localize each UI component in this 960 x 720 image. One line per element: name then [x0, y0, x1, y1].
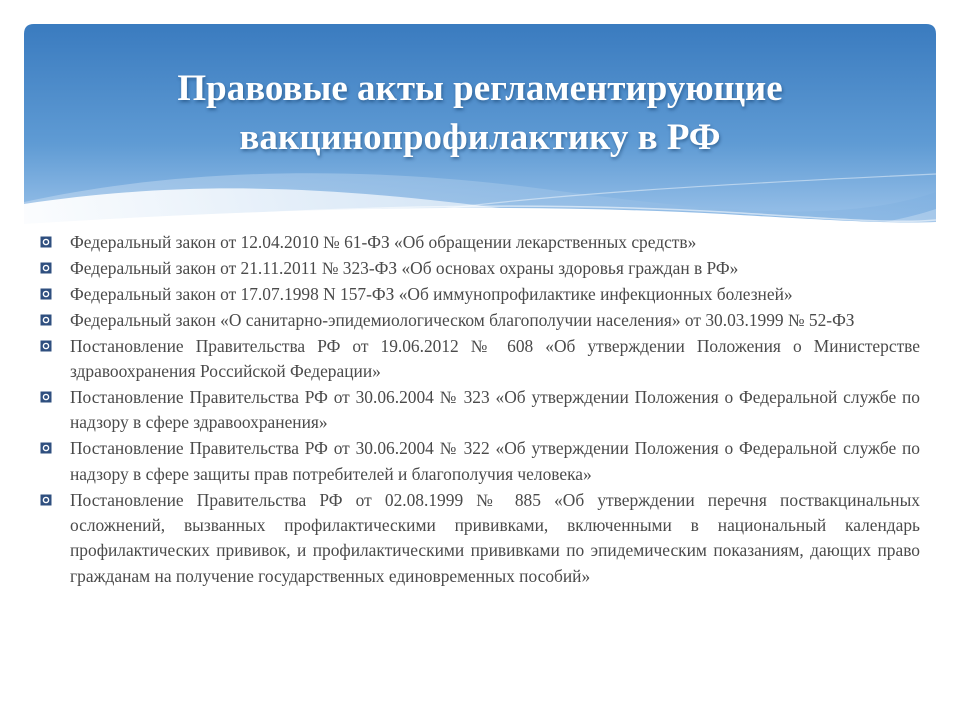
list-item-text: Федеральный закон от 12.04.2010 № 61-ФЗ «Об обращении лекарственных средств» [70, 232, 697, 252]
list-item [40, 256, 920, 281]
slide-title-line-1: Правовые акты регламентирующие [177, 68, 783, 109]
square-target-bullet-icon [40, 236, 52, 248]
legal-acts-list [40, 230, 920, 590]
list-item [40, 436, 920, 487]
list-item-text: Федеральный закон «О санитарно-эпидемиологическом благополучии населения» от 30.03.1999 № 52-ФЗ [70, 309, 855, 330]
square-target-bullet-icon [40, 314, 52, 326]
list-item [40, 230, 920, 255]
list-item-text: Постановление Правительства РФ от 19.06.2012 № 608 «Об утверждении Положения о Министерстве здравоохранения Российской Федерации» [70, 335, 920, 382]
square-target-bullet-icon [40, 262, 52, 274]
square-target-bullet-icon [40, 494, 52, 506]
slide-title [24, 64, 936, 162]
list-item [40, 308, 920, 333]
list-item [40, 282, 920, 307]
list-item-text: Постановление Правительства РФ от 02.08.1999 № 885 «Об утверждении перечня поствакцинальных осложнений, вызванных профилактическими прививками, включенными в национальный календарь профилактических прививок, и профилактическими прививками по эпидемическим показаниям, дающих право гражданам на получение государственных единовременных пособий» [70, 489, 920, 586]
list-item-text: Постановление Правительства РФ от 30.06.2004 № 323 «Об утверждении Положения о Федеральной службе по надзору в сфере здравоохранения» [70, 386, 920, 433]
list-item [40, 334, 920, 385]
list-item [40, 385, 920, 436]
square-target-bullet-icon [40, 340, 52, 352]
square-target-bullet-icon [40, 288, 52, 300]
slide-title-line-2: вакцинопрофилактику в РФ [239, 117, 721, 158]
list-item-text: Федеральный закон от 17.07.1998 N 157-ФЗ «Об иммунопрофилактике инфекционных болезней» [70, 283, 793, 304]
square-target-bullet-icon [40, 391, 52, 403]
square-target-bullet-icon [40, 442, 52, 454]
list-item [40, 488, 920, 590]
list-item-text: Постановление Правительства РФ от 30.06.2004 № 322 «Об утверждении Положения о Федеральной службе по надзору в сфере защиты прав потребителей и благополучия человека» [70, 438, 920, 484]
list-item-text: Федеральный закон от 21.11.2011 № 323-ФЗ «Об основах охраны здоровья граждан в РФ» [70, 257, 739, 278]
